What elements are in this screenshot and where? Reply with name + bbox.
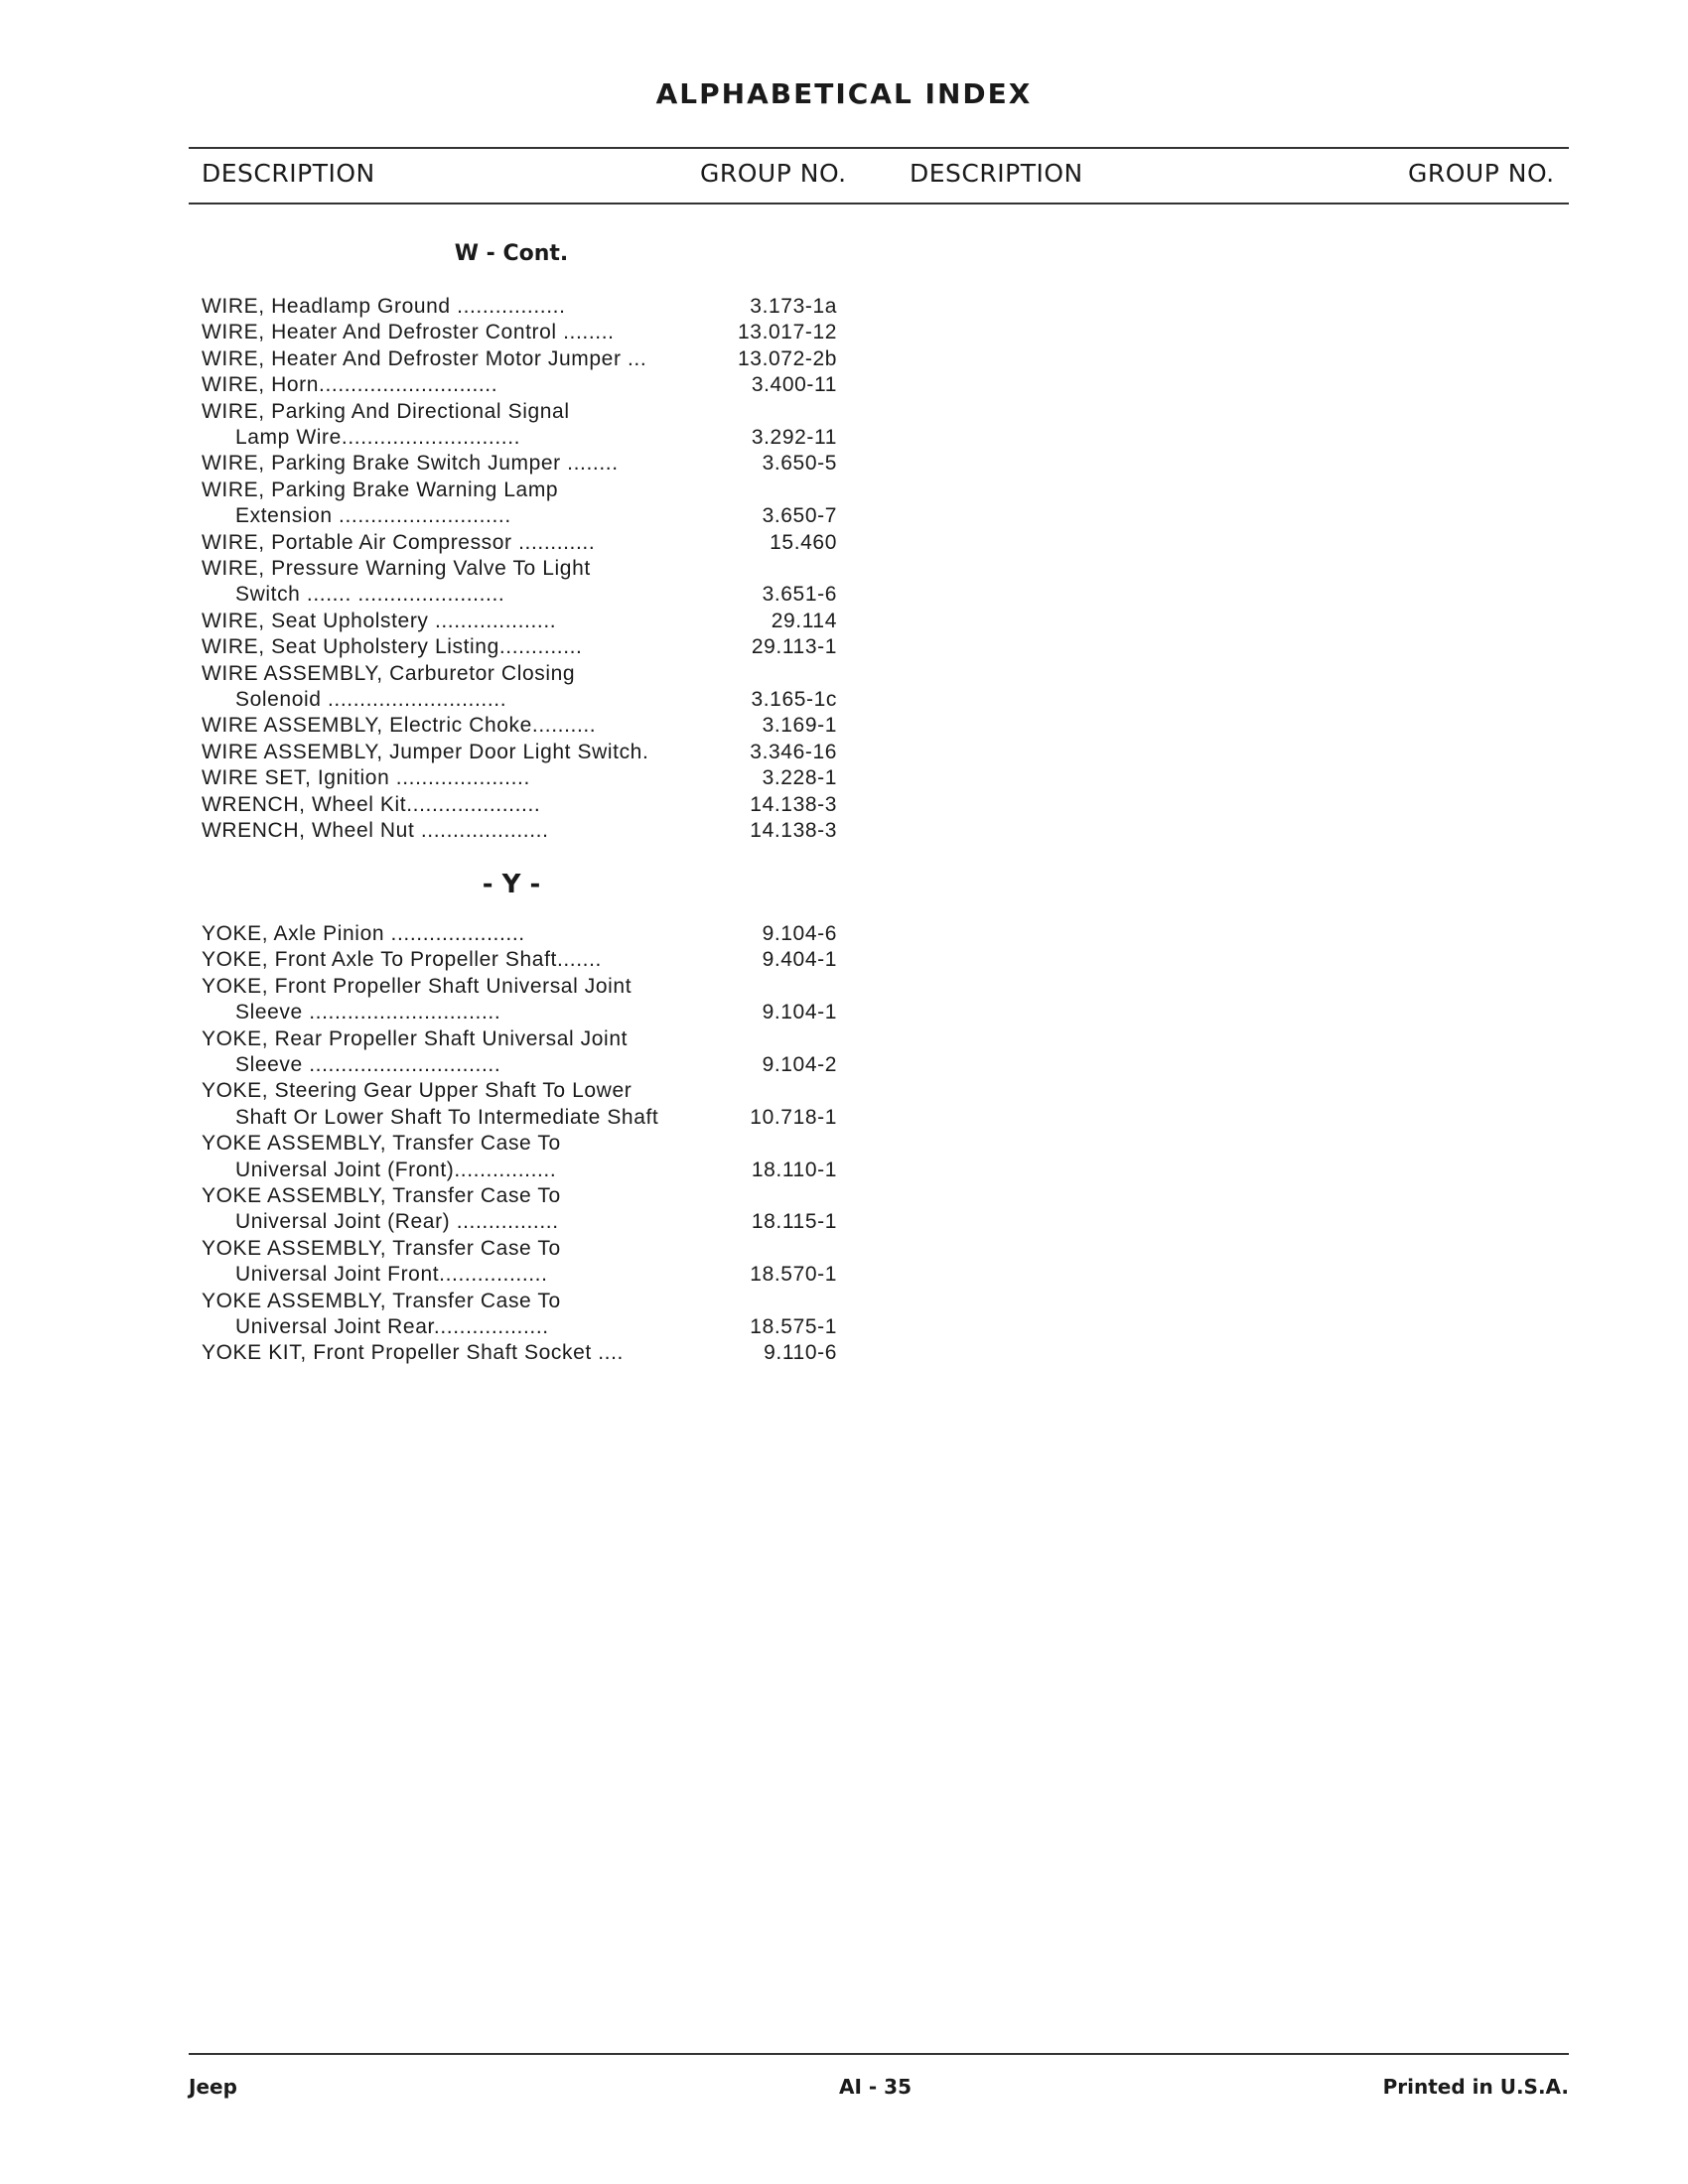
entry-description: WIRE, Horn............................ bbox=[202, 373, 498, 397]
page-number: AI - 35 bbox=[839, 2075, 912, 2099]
entry-description: YOKE, Steering Gear Upper Shaft To Lower bbox=[202, 1079, 633, 1103]
index-entry bbox=[202, 294, 837, 320]
entry-group-number: 13.017-12 bbox=[738, 321, 837, 344]
entry-group-number: 3.169-1 bbox=[762, 714, 837, 738]
index-entry bbox=[202, 503, 837, 529]
index-entry bbox=[202, 740, 837, 765]
page-title: ALPHABETICAL INDEX bbox=[655, 77, 1033, 110]
entry-description: YOKE ASSEMBLY, Transfer Case To bbox=[202, 1236, 561, 1260]
entry-description: WIRE, Seat Upholstery Listing............. bbox=[202, 635, 583, 659]
entry-description: WIRE ASSEMBLY, Electric Choke.......... bbox=[202, 714, 597, 738]
entry-description: WRENCH, Wheel Nut .................... bbox=[202, 819, 549, 842]
entry-group-number: 3.292-11 bbox=[751, 426, 837, 449]
index-entry bbox=[202, 372, 837, 398]
entry-description: YOKE KIT, Front Propeller Shaft Socket .... bbox=[202, 1341, 624, 1365]
entry-description: WIRE, Parking Brake Switch Jumper ........ bbox=[202, 452, 619, 476]
entry-group-number: 9.104-6 bbox=[762, 922, 837, 945]
entry-description: WIRE, Pressure Warning Valve To Light bbox=[202, 557, 591, 580]
entry-description: WIRE ASSEMBLY, Carburetor Closing bbox=[202, 661, 576, 685]
entry-description: WIRE, Heater And Defroster Motor Jumper ... bbox=[202, 346, 647, 370]
index-entry bbox=[202, 974, 837, 1000]
index-entry bbox=[202, 556, 837, 582]
section-heading-y-text: - Y - bbox=[482, 870, 541, 899]
entry-description: YOKE ASSEMBLY, Transfer Case To bbox=[202, 1184, 561, 1207]
entry-group-number: 14.138-3 bbox=[750, 792, 837, 816]
col2-description-header: DESCRIPTION bbox=[910, 159, 1083, 188]
index-entry bbox=[202, 947, 837, 973]
index-entry bbox=[202, 451, 837, 477]
index-entry bbox=[202, 530, 837, 556]
footer-rule bbox=[189, 2053, 1569, 2055]
entry-group-number: 18.575-1 bbox=[750, 1315, 837, 1338]
index-entry bbox=[202, 1078, 837, 1104]
entry-description: Universal Joint Rear.................. bbox=[235, 1315, 549, 1338]
entry-description: WIRE, Seat Upholstery ................... bbox=[202, 609, 557, 632]
entry-description: YOKE ASSEMBLY, Transfer Case To bbox=[202, 1289, 561, 1312]
index-entry bbox=[202, 1340, 837, 1366]
entry-description: WIRE, Portable Air Compressor ............ bbox=[202, 530, 596, 554]
entry-description: YOKE, Front Propeller Shaft Universal Joint bbox=[202, 974, 633, 998]
index-entry bbox=[202, 792, 837, 818]
entry-description: YOKE, Rear Propeller Shaft Universal Joint bbox=[202, 1026, 629, 1050]
index-entry bbox=[202, 425, 837, 451]
footer-brand: Jeep bbox=[189, 2075, 237, 2099]
entry-description: Extension ........................... bbox=[235, 504, 511, 528]
index-entry bbox=[202, 1052, 837, 1078]
entry-group-number: 3.650-7 bbox=[762, 504, 837, 528]
entry-description: WIRE, Parking And Directional Signal bbox=[202, 399, 570, 423]
index-entry bbox=[202, 346, 837, 372]
entry-group-number: 13.072-2b bbox=[738, 346, 837, 370]
index-entry bbox=[202, 765, 837, 791]
index-entry bbox=[202, 634, 837, 660]
entry-description: YOKE, Axle Pinion ..................... bbox=[202, 922, 525, 945]
entry-description: YOKE ASSEMBLY, Transfer Case To bbox=[202, 1132, 561, 1156]
entry-group-number: 18.115-1 bbox=[751, 1210, 837, 1234]
entry-description: WIRE ASSEMBLY, Jumper Door Light Switch. bbox=[202, 740, 649, 763]
entry-group-number: 18.570-1 bbox=[750, 1263, 837, 1287]
index-entry bbox=[202, 1026, 837, 1052]
header-top-rule bbox=[189, 147, 1569, 149]
entry-description: Sleeve .............................. bbox=[235, 1001, 501, 1024]
index-entry bbox=[202, 818, 837, 844]
index-entry bbox=[202, 1289, 837, 1314]
entry-group-number: 3.346-16 bbox=[750, 740, 837, 763]
entry-group-number: 3.173-1a bbox=[750, 295, 837, 318]
index-entry bbox=[202, 661, 837, 687]
entry-description: Solenoid ............................ bbox=[235, 688, 507, 711]
entry-group-number: 3.651-6 bbox=[762, 583, 837, 607]
index-entry bbox=[202, 687, 837, 713]
entry-group-number: 29.113-1 bbox=[751, 635, 837, 659]
entry-group-number: 9.404-1 bbox=[762, 948, 837, 972]
index-entry bbox=[202, 1105, 837, 1131]
index-entry bbox=[202, 921, 837, 947]
index-entry bbox=[202, 1314, 837, 1340]
entry-group-number: 3.650-5 bbox=[762, 452, 837, 476]
entry-group-number: 9.110-6 bbox=[764, 1341, 837, 1365]
entry-group-number: 9.104-2 bbox=[762, 1053, 837, 1076]
index-entry bbox=[202, 1158, 837, 1183]
entry-group-number: 14.138-3 bbox=[750, 819, 837, 842]
entry-description: Universal Joint (Front)................ bbox=[235, 1158, 557, 1181]
index-entry bbox=[202, 478, 837, 503]
entry-group-number: 10.718-1 bbox=[750, 1105, 837, 1129]
entry-group-number: 3.165-1c bbox=[751, 688, 837, 711]
entry-description: Sleeve .............................. bbox=[235, 1053, 501, 1076]
index-entry bbox=[202, 1209, 837, 1235]
index-entry bbox=[202, 713, 837, 739]
entry-description: WIRE, Headlamp Ground ................. bbox=[202, 295, 566, 318]
entry-description: Universal Joint (Rear) ................ bbox=[235, 1210, 559, 1234]
col2-group-header: GROUP NO. bbox=[1408, 159, 1555, 188]
entry-group-number: 9.104-1 bbox=[762, 1001, 837, 1024]
entry-description: Switch ....... ....................... bbox=[235, 583, 505, 607]
index-entry bbox=[202, 609, 837, 634]
index-entry bbox=[202, 1236, 837, 1262]
section-heading-w-text: W - Cont. bbox=[454, 241, 569, 266]
index-entry bbox=[202, 1000, 837, 1025]
entry-description: Universal Joint Front................. bbox=[235, 1263, 548, 1287]
entry-description: Shaft Or Lower Shaft To Intermediate Shaft bbox=[235, 1105, 659, 1129]
entry-description: WIRE SET, Ignition ..................... bbox=[202, 766, 530, 790]
footer-printed: Printed in U.S.A. bbox=[1382, 2075, 1569, 2099]
entry-description: Lamp Wire............................ bbox=[235, 426, 521, 449]
entry-group-number: 3.228-1 bbox=[762, 766, 837, 790]
entry-description: WIRE, Heater And Defroster Control ........ bbox=[202, 321, 615, 344]
entry-group-number: 18.110-1 bbox=[751, 1158, 837, 1181]
index-entry bbox=[202, 320, 837, 345]
col1-group-header: GROUP NO. bbox=[700, 159, 847, 188]
col1-description-header: DESCRIPTION bbox=[202, 159, 375, 188]
index-entry bbox=[202, 582, 837, 608]
index-entry bbox=[202, 1262, 837, 1288]
entry-description: WRENCH, Wheel Kit..................... bbox=[202, 792, 541, 816]
header-bottom-rule bbox=[189, 203, 1569, 205]
entry-description: YOKE, Front Axle To Propeller Shaft....... bbox=[202, 948, 602, 972]
index-entry bbox=[202, 399, 837, 425]
entry-group-number: 29.114 bbox=[771, 609, 837, 632]
entry-group-number: 15.460 bbox=[770, 530, 837, 554]
index-entry bbox=[202, 1183, 837, 1209]
index-entry bbox=[202, 1131, 837, 1157]
entry-description: WIRE, Parking Brake Warning Lamp bbox=[202, 478, 559, 501]
entry-group-number: 3.400-11 bbox=[751, 373, 837, 397]
